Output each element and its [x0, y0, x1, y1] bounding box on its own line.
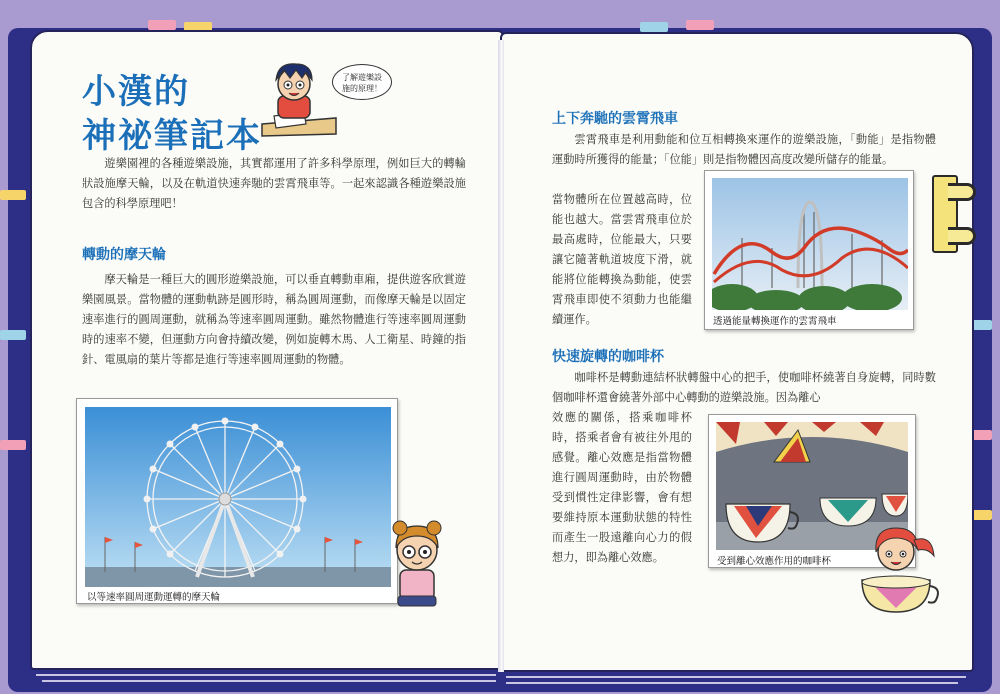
- page-edge: [506, 676, 966, 678]
- roller-coaster-caption: 透過能量轉換運作的雲霄飛車: [713, 316, 837, 327]
- roller-coaster-heading: 上下奔馳的雲霄飛車: [552, 111, 678, 127]
- ferris-wheel-paragraph: 摩天輪是一種巨大的圓形遊樂設施，可以垂直轉動車廂，提供遊客欣賞遊樂園風景。當物體的運動軌跡是圓形時，稱為圓周運動，而像摩天輪是以固定速率進行的圓周運動，就稱為等速率圓周運動。雖然物體進行等速率圓周運動時的速率不變，但運動方向會持續改變，例如旋轉木馬、人工衛星、時鐘的指針、電風扇的葉片等都是進行等速率圓周運動的物體。: [82, 273, 466, 366]
- roller-coaster-photo: [704, 170, 914, 330]
- boy-reading-mascot-icon: [258, 58, 340, 138]
- page-title: 小漢的 神祕筆記本: [82, 72, 262, 156]
- binder-clip-icon: [930, 175, 978, 253]
- page-edge: [506, 682, 958, 684]
- ferris-wheel-image: [85, 407, 391, 587]
- ferris-wheel-caption: 以等速率圓周運動運轉的摩天輪: [87, 592, 221, 603]
- intro-paragraph: 遊樂園裡的各種遊樂設施，其實都運用了許多科學原理，例如巨大的轉輪狀設施摩天輪，以及在軌道快速奔馳的雲霄飛車等。一起來認識各種遊樂設施包含的科學原理吧！: [82, 157, 466, 210]
- page-edge: [42, 680, 496, 682]
- coffee-cups-heading: 快速旋轉的咖啡杯: [552, 349, 664, 365]
- girl-with-glasses-mascot-icon: [384, 516, 450, 610]
- page-edge: [36, 674, 496, 676]
- ferris-wheel-photo: [76, 398, 398, 604]
- roller-coaster-paragraph: 雲霄飛車是利用動能和位互相轉換來運作的遊樂設施，「動能」是指物體運動時所獲得的能量；「位能」則是指物體因高度改變所儲存的能量。: [552, 133, 936, 166]
- ferris-wheel-heading: 轉動的摩天輪: [82, 247, 166, 263]
- book-spine: [498, 40, 504, 672]
- coffee-cups-paragraph: 咖啡杯是轉動連結杯狀轉盤中心的把手，使咖啡杯繞著自身旋轉，同時數個咖啡杯還會繞著外部中心轉動的遊樂設施。因為離心: [552, 371, 936, 404]
- coffee-cups-paragraph-wrap: 效應的關係，搭乘咖啡杯時，搭乘者會有被往外甩的感覺。離心效應是指當物體進行圓周運動時，由於物體受到慣性定律影響，會有想要維持原本運動狀態的特性而產生一股遠離向心力的假想力，即為離心效應。: [552, 411, 692, 564]
- speech-bubble: 了解遊樂設施的原理！: [332, 64, 392, 100]
- girl-in-teacup-mascot-icon: [848, 520, 944, 616]
- roller-coaster-paragraph-wrap: 當物體所在位置越高時，位能也越大。當雲霄飛車位於最高處時，位能最大，只要讓它隨著軌道坡度下滑，就能將位能轉換為動能，使雲霄飛車即使不須動力也能繼續運作。: [552, 193, 692, 326]
- coffee-cups-caption: 受到離心效應作用的咖啡杯: [717, 556, 832, 567]
- roller-coaster-image: [712, 178, 908, 310]
